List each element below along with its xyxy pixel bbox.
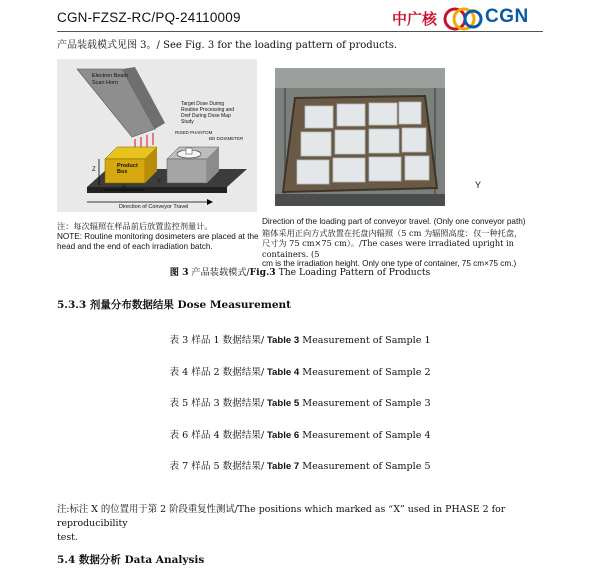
x-axis-label: X	[122, 185, 127, 191]
product-box-label: Product Box	[117, 163, 138, 175]
note-right-line2: 箱体采用正向方式放置在托盘内辐照（5 cm 为辐照高度：仅一种托盘，	[262, 227, 523, 238]
y-axis-label: Y	[157, 179, 162, 185]
doc-id: CGN-FZSZ-RC/PQ-24110009	[57, 10, 241, 25]
loading-diagram	[57, 59, 257, 212]
caption-prefix: 图 3	[169, 267, 189, 278]
caption-cn: 产品装载模式/	[191, 267, 250, 278]
cgn-logo	[392, 6, 552, 32]
table-title: 表 6 样品 4 数据结果/ Table 6 Measurement of Sample 4	[169, 430, 431, 441]
table-title: 表 5 样品 3 数据结果/ Table 5 Measurement of Sample 3	[169, 398, 431, 409]
logo-en-text: CGN	[485, 6, 529, 27]
rised-phantom-label: RISED PHANTOM	[175, 130, 213, 135]
beam-label: Electron Beam Scan Horn	[92, 73, 129, 86]
logo-swirl-icon	[442, 6, 484, 32]
photo-y-mark: Y	[475, 180, 482, 190]
note-left-en: NOTE: Routine monitoring dosimeters are placed at the head and the end of each irradiation batch.	[57, 231, 259, 251]
figure-caption	[0, 264, 600, 278]
footnote-line1: 注:标注 X 的位置用于第 2 阶段重复性测试/The positions which marked as “X” used in PHASE 2 for reproducibility	[57, 504, 506, 529]
table-title: 表 4 样品 2 数据结果/ Table 4 Measurement of Sample 2	[169, 367, 431, 378]
table-title: 表 3 样品 1 数据结果/ Table 3 Measurement of Sample 1	[169, 335, 431, 346]
footnote	[57, 503, 557, 545]
note-left	[57, 221, 262, 253]
header-rule	[57, 31, 543, 32]
note-right	[262, 217, 552, 270]
bd-dosimeter-label: BD DOSIMETER	[209, 136, 244, 141]
target-label: Target Dose During Routine Processing and Dref During Dose Map Study	[181, 101, 235, 125]
note-right-line4: cm is the irradiation height. Only one type of container, 75 cm×75 cm.)	[262, 259, 517, 268]
conveyor-label: Direction of Conveyor Travel	[119, 204, 189, 210]
loading-photo	[275, 68, 445, 206]
z-axis-label: Z	[92, 167, 96, 173]
note-left-cn: 注：每次辐照在样品前后放置监控剂量计。	[57, 221, 213, 231]
table-title: 表 7 样品 5 数据结果/ Table 7 Measurement of Sample 5	[169, 461, 431, 472]
caption-en-bold: Fig.3	[249, 267, 276, 278]
note-right-line1: Direction of the loading part of conveyor travel. (Only one conveyor path)	[262, 217, 526, 226]
section-5-3-3-title: 5.3.3 剂量分布数据结果 Dose Measurement	[57, 299, 292, 311]
logo-cn-text: 中广核	[392, 10, 438, 28]
section-5-4-title: 5.4 数据分析 Data Analysis	[57, 554, 205, 566]
note-right-line3: 尺寸为 75 cm×75 cm）。/The cases were irradiated upright in containers. (5	[262, 238, 514, 259]
footnote-line2: test.	[57, 532, 78, 543]
intro-text: 产品装载模式见图 3。/ See Fig. 3 for the loading pattern of products.	[57, 40, 398, 51]
caption-en: The Loading Pattern of Products	[275, 267, 431, 278]
